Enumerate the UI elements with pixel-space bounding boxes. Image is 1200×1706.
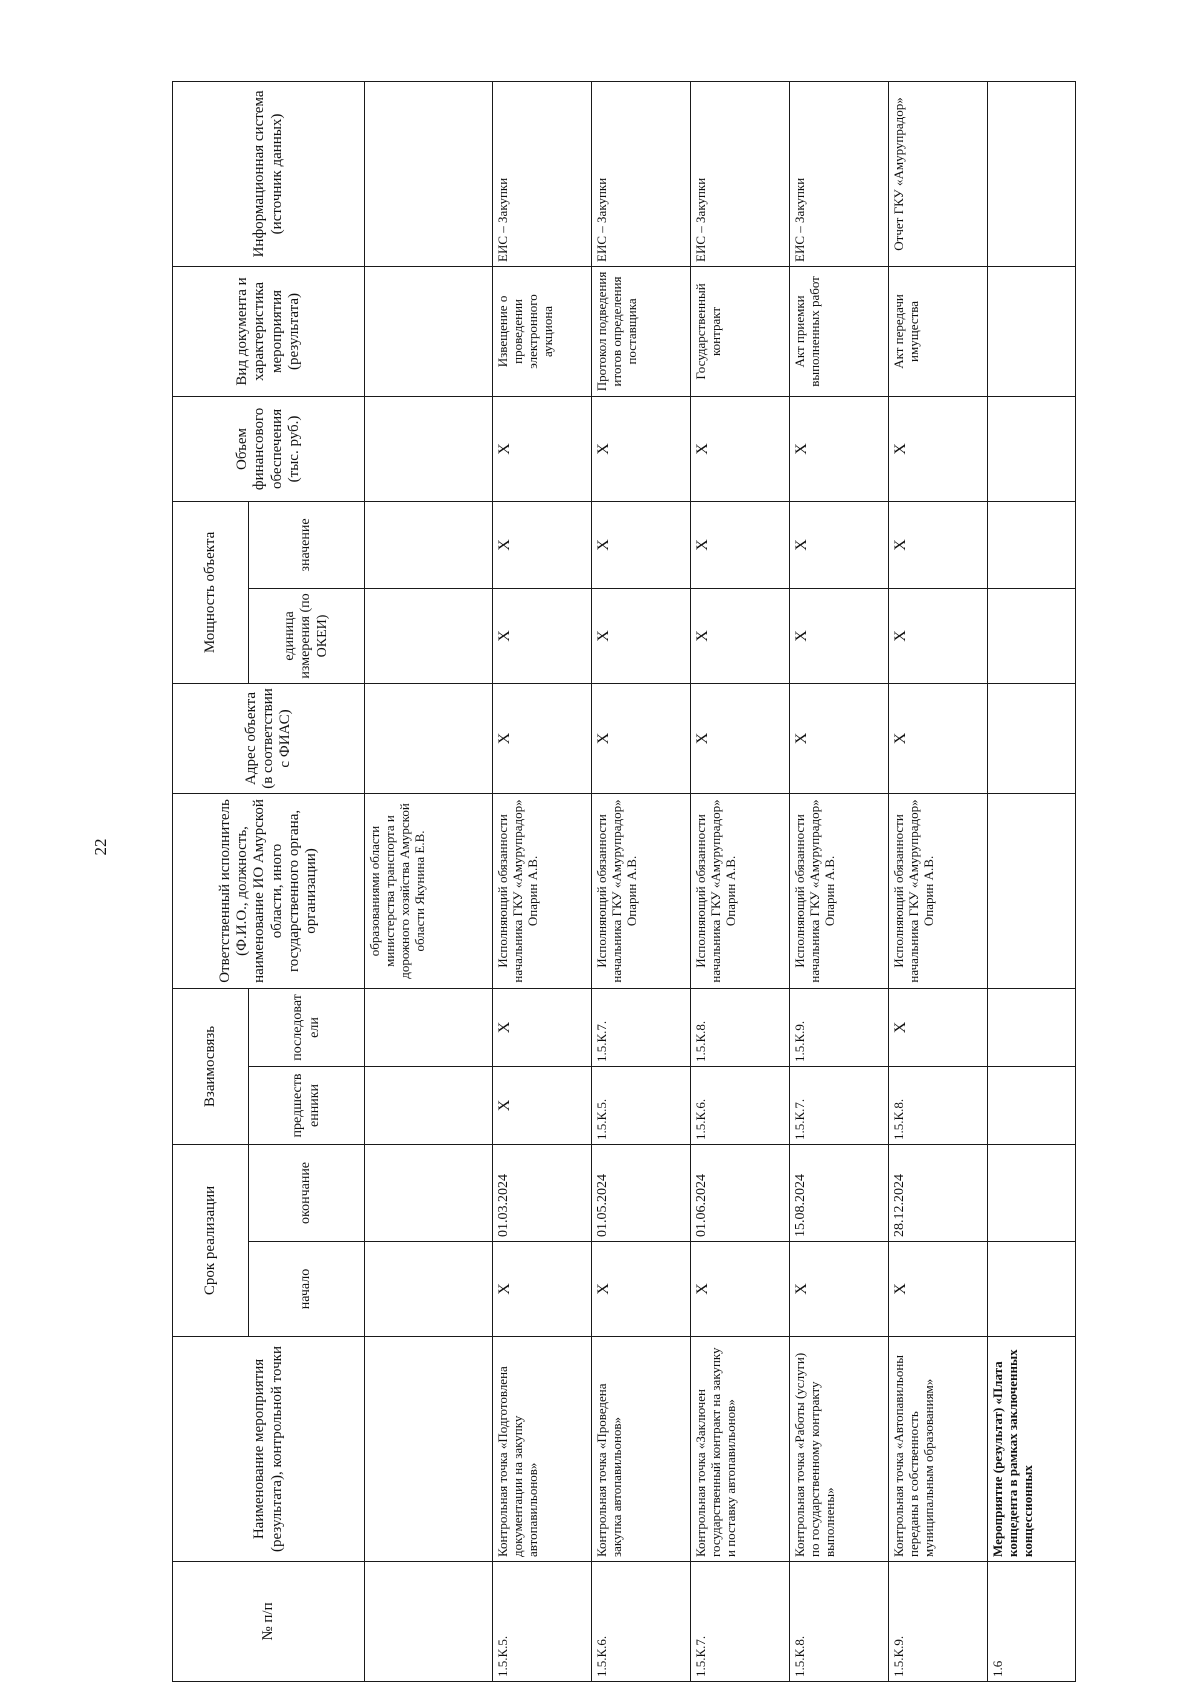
cell-doc (365, 266, 493, 396)
cell-doc (988, 266, 1076, 396)
table-row-last (988, 81, 1076, 1681)
cell-num (365, 1562, 493, 1682)
cell-end: 28.12.2024 (889, 1144, 988, 1241)
cell-prev: 1.5.К.5. (592, 1066, 691, 1144)
cell-info: ЕИС – Закупки (493, 81, 592, 266)
cell-unit: X (790, 588, 889, 683)
header-link-next: последователи (249, 988, 365, 1066)
header-cap-unit: единица измерения (по ОКЕИ) (249, 588, 365, 683)
cell-finance: X (691, 396, 790, 501)
cell-value: X (592, 501, 691, 588)
cell-unit (365, 588, 493, 683)
header-term-start: начало (249, 1242, 365, 1337)
header-doc: Вид документа и характеристика мероприятия (результата) (173, 266, 365, 396)
cell-next: X (493, 988, 592, 1066)
cell-name: Контрольная точка «Заключен государственный контракт на закупку и поставку автопавильонов» (691, 1337, 790, 1562)
cell-responsible: Исполняющий обязанности начальника ГКУ «Амурупрадор» Опарин А.В. (592, 793, 691, 988)
cell-end: 01.05.2024 (592, 1144, 691, 1241)
cell-info (365, 81, 493, 266)
cell-start: X (790, 1242, 889, 1337)
cell-start (988, 1242, 1076, 1337)
cell-start: X (592, 1242, 691, 1337)
cell-name: Контрольная точка «Автопавильоны переданы в собственность муниципальным образованиям» (889, 1337, 988, 1562)
header-link: Взаимосвязь (173, 988, 249, 1144)
header-cap-value: значение (249, 501, 365, 588)
cell-prev: 1.5.К.7. (790, 1066, 889, 1144)
cell-address (988, 683, 1076, 793)
header-name: Наименование мероприятия (результата), контрольной точки (173, 1337, 365, 1562)
table-row (889, 81, 988, 1681)
cell-responsible: образованиями области министерства транспорта и дорожного хозяйства Амурской области Якунина Е.В. (365, 793, 493, 988)
header-term: Срок реализации (173, 1144, 249, 1336)
cell-name: Контрольная точка «Проведена закупка автопавильонов» (592, 1337, 691, 1562)
cell-address: X (592, 683, 691, 793)
cell-info: ЕИС – Закупки (592, 81, 691, 266)
cell-value (988, 501, 1076, 588)
cell-unit: X (691, 588, 790, 683)
cell-responsible (988, 793, 1076, 988)
cell-doc: Акт передачи имущества (889, 266, 988, 396)
cell-num: 1.6 (988, 1562, 1076, 1682)
cell-next: 1.5.К.9. (790, 988, 889, 1066)
cell-end: 15.08.2024 (790, 1144, 889, 1241)
cell-prev (365, 1066, 493, 1144)
cell-name: Мероприятие (результат) «Плата концедента в рамках заключенных концессионных (988, 1337, 1076, 1562)
cell-info: ЕИС – Закупки (790, 81, 889, 266)
cell-num: 1.5.К.8. (790, 1562, 889, 1682)
cell-end (988, 1144, 1076, 1241)
cell-prev: 1.5.К.8. (889, 1066, 988, 1144)
cell-finance (365, 396, 493, 501)
cell-responsible: Исполняющий обязанности начальника ГКУ «Амурупрадор» Опарин А.В. (790, 793, 889, 988)
cell-info (988, 81, 1076, 266)
cell-value (365, 501, 493, 588)
header-link-prev: предшественники (249, 1066, 365, 1144)
table-row (691, 81, 790, 1681)
cell-start: X (889, 1242, 988, 1337)
cell-end: 01.06.2024 (691, 1144, 790, 1241)
cell-value: X (790, 501, 889, 588)
cell-doc: Протокол подведения итогов определения поставщика (592, 266, 691, 396)
cell-num: 1.5.К.6. (592, 1562, 691, 1682)
cell-num: 1.5.К.9. (889, 1562, 988, 1682)
cell-prev (988, 1066, 1076, 1144)
cell-doc: Извещение о проведении электронного аукциона (493, 266, 592, 396)
cell-info: ЕИС – Закупки (691, 81, 790, 266)
cell-next: 1.5.К.7. (592, 988, 691, 1066)
cell-name (365, 1337, 493, 1562)
cell-unit (988, 588, 1076, 683)
cell-num: 1.5.К.7. (691, 1562, 790, 1682)
cell-doc: Государственный контракт (691, 266, 790, 396)
cell-start (365, 1242, 493, 1337)
cell-finance: X (889, 396, 988, 501)
cell-value: X (889, 501, 988, 588)
cell-next: 1.5.К.8. (691, 988, 790, 1066)
cell-name: Контрольная точка «Подготовлена документации на закупку автопавильонов» (493, 1337, 592, 1562)
table-row (790, 81, 889, 1681)
header-finance: Объем финансового обеспечения (тыс. руб.) (173, 396, 365, 501)
table-row (592, 81, 691, 1681)
cell-unit: X (592, 588, 691, 683)
cell-value: X (691, 501, 790, 588)
cell-finance (988, 396, 1076, 501)
cell-address: X (889, 683, 988, 793)
cell-responsible: Исполняющий обязанности начальника ГКУ «Амурупрадор» Опарин А.В. (889, 793, 988, 988)
cell-info: Отчет ГКУ «Амурупрадор» (889, 81, 988, 266)
schedule-table (172, 81, 1076, 1682)
continuation-row (365, 81, 493, 1681)
cell-responsible: Исполняющий обязанности начальника ГКУ «Амурупрадор» Опарин А.В. (691, 793, 790, 988)
cell-unit: X (493, 588, 592, 683)
cell-next: X (889, 988, 988, 1066)
header-capacity: Мощность объекта (173, 501, 249, 683)
header-info: Информационная система (источник данных) (173, 81, 365, 266)
table-row (493, 81, 592, 1681)
cell-num: 1.5.К.5. (493, 1562, 592, 1682)
cell-next (988, 988, 1076, 1066)
header-num: № п/п (173, 1562, 365, 1682)
cell-end (365, 1144, 493, 1241)
header-term-end: окончание (249, 1144, 365, 1241)
cell-finance: X (790, 396, 889, 501)
cell-prev: X (493, 1066, 592, 1144)
cell-value: X (493, 501, 592, 588)
cell-address (365, 683, 493, 793)
cell-finance: X (592, 396, 691, 501)
rotated-table-container (172, 82, 1056, 1682)
header-responsible: Ответственный исполнитель (Ф.И.О., должность, наименование ИО Амурской области, иного государственного органа, организации) (173, 793, 365, 988)
cell-end: 01.03.2024 (493, 1144, 592, 1241)
cell-unit: X (889, 588, 988, 683)
header-address: Адрес объекта (в соответствии с ФИАС) (173, 683, 365, 793)
cell-address: X (691, 683, 790, 793)
cell-next (365, 988, 493, 1066)
cell-start: X (493, 1242, 592, 1337)
cell-finance: X (493, 396, 592, 501)
cell-address: X (790, 683, 889, 793)
cell-responsible: Исполняющий обязанности начальника ГКУ «Амурупрадор» Опарин А.В. (493, 793, 592, 988)
cell-address: X (493, 683, 592, 793)
cell-start: X (691, 1242, 790, 1337)
cell-name: Контрольная точка «Работы (услуги) по государственному контракту выполнены» (790, 1337, 889, 1562)
cell-prev: 1.5.К.6. (691, 1066, 790, 1144)
page-number: 22 (91, 838, 110, 856)
cell-doc: Акт приемки выполненных работ (790, 266, 889, 396)
header-row-1 (173, 81, 249, 1681)
